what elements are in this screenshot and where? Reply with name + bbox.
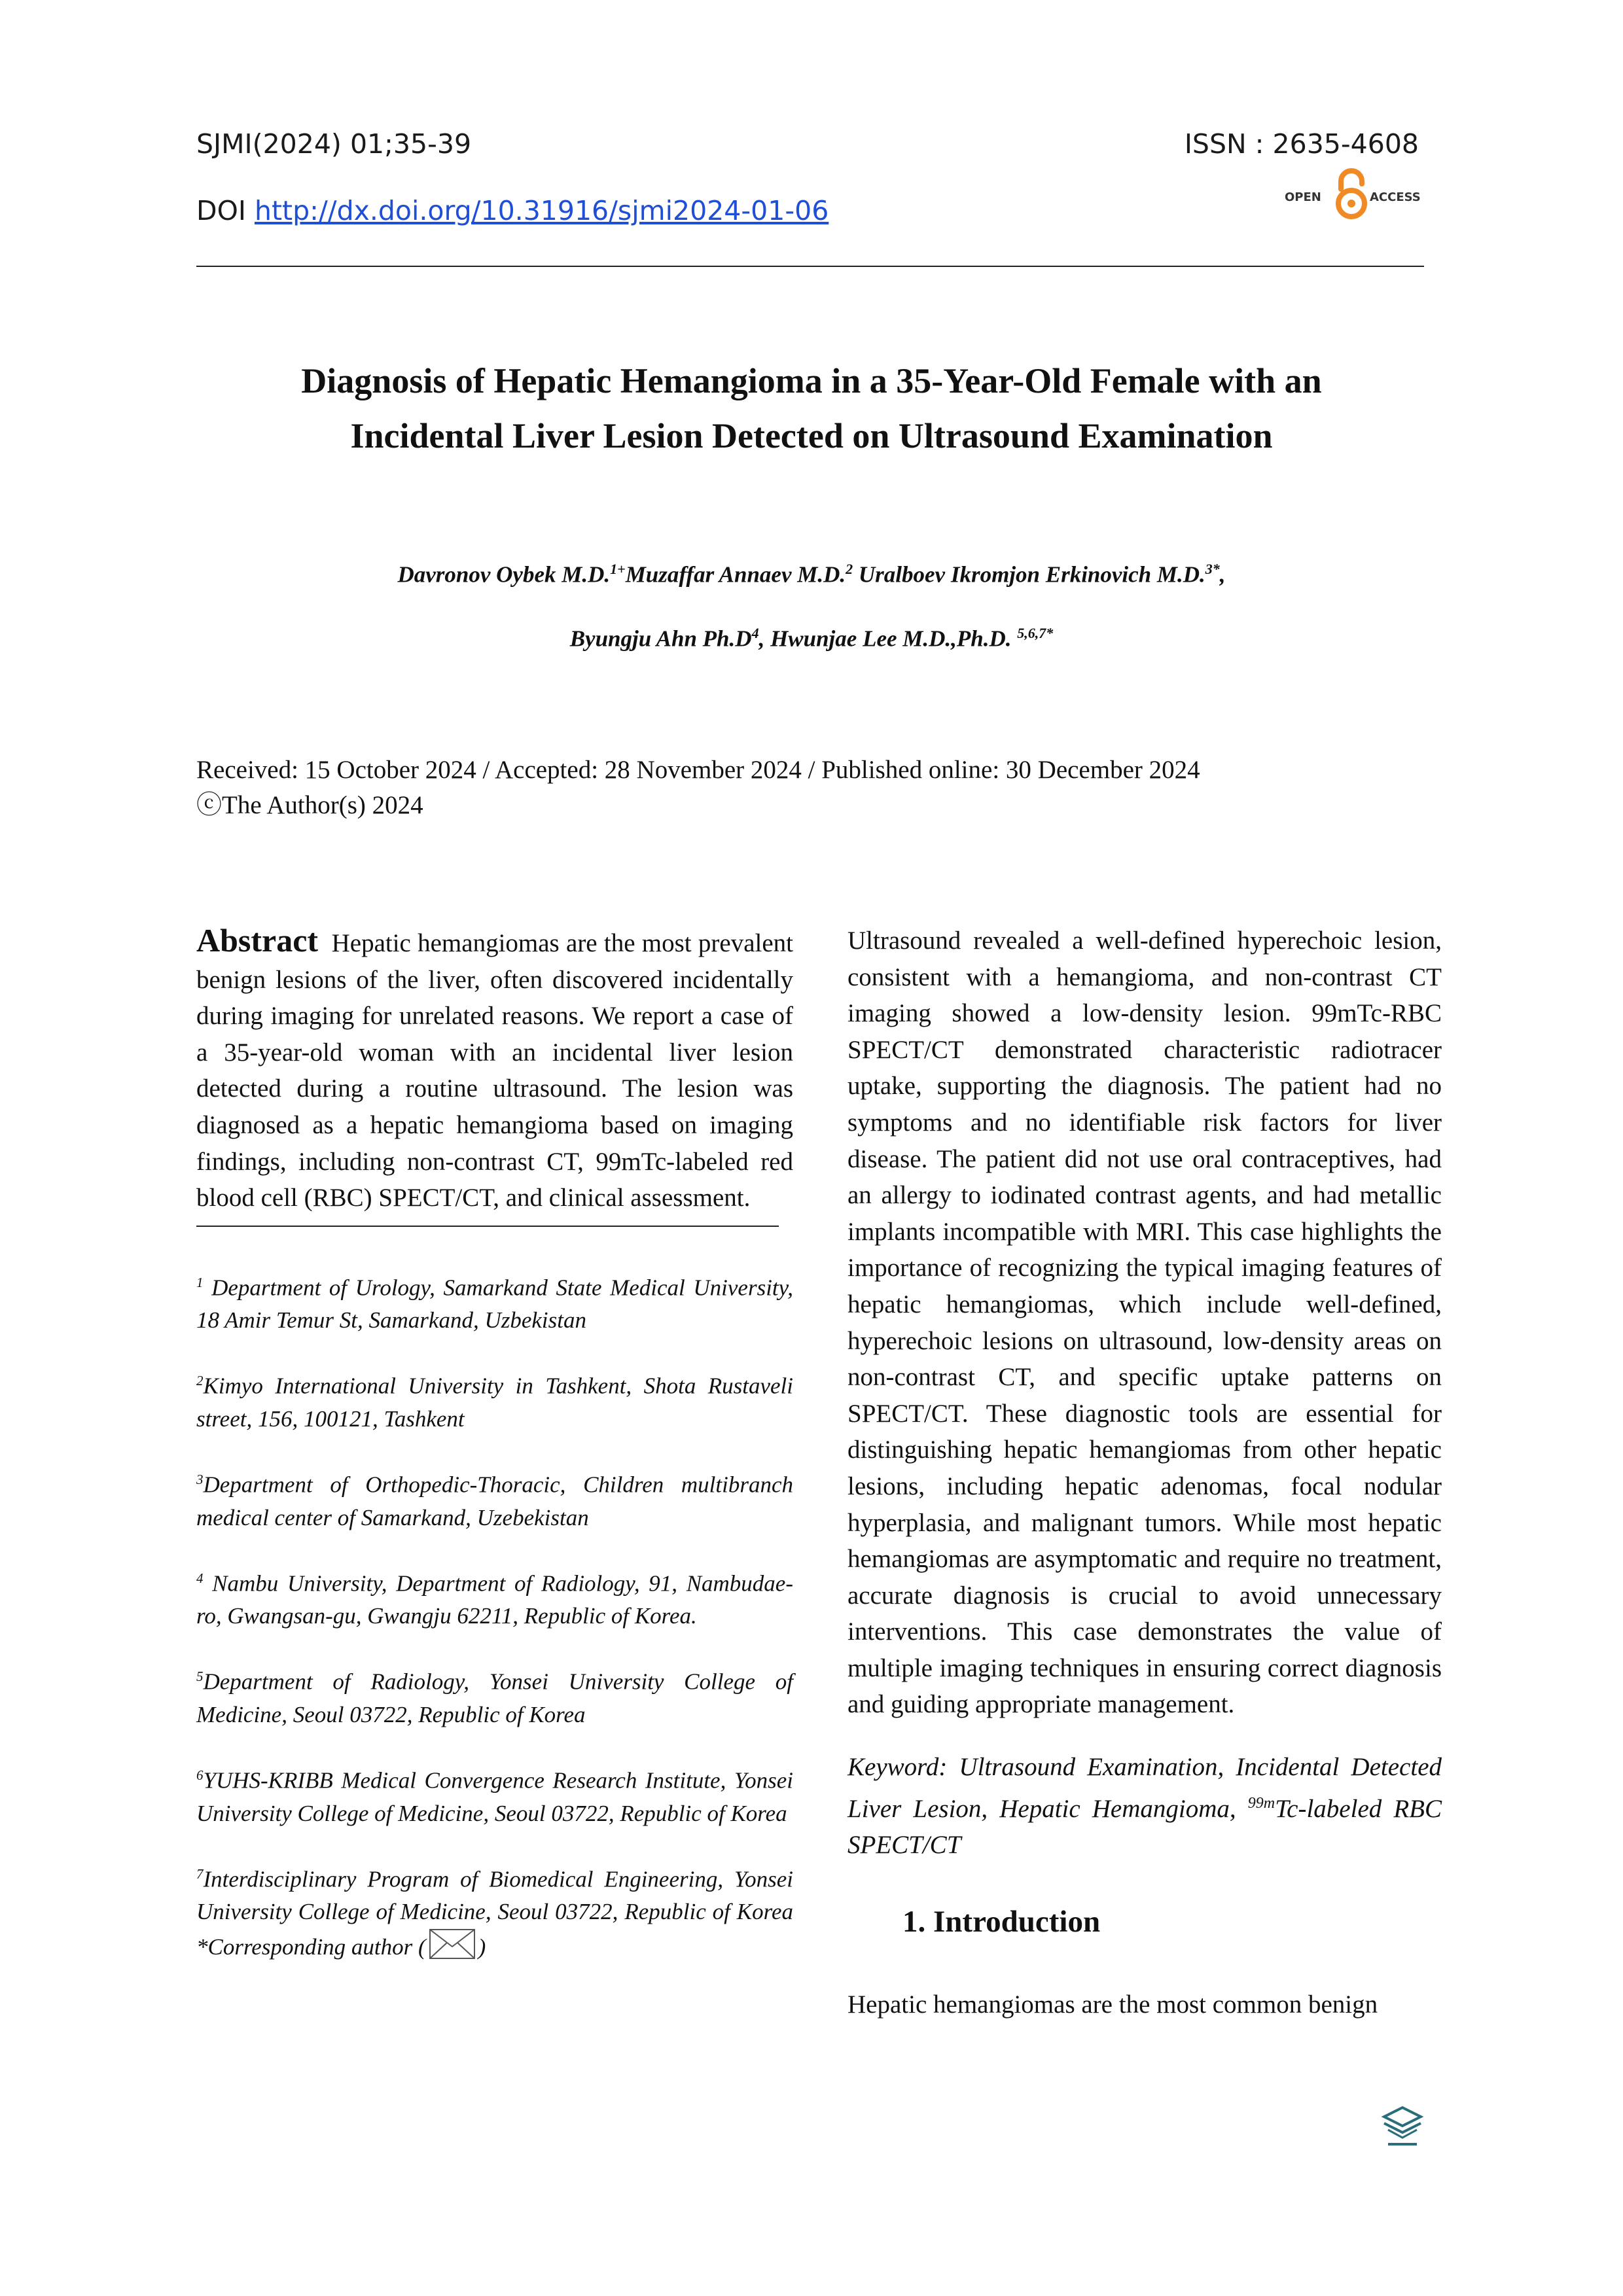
affiliation-1: $^1$ Department of Urology, Samarkand State Medical University, 18 Amir Temur St, Samarkand, Uzbekistan [196, 1274, 793, 1333]
open-access-left-text: OPEN [1285, 190, 1321, 204]
author-5: , Hwunjae Lee M.D.,Ph.D. [758, 626, 1018, 652]
affiliation-2: $^2$Kimyo International University in Tashkent, Shota Rustaveli street, 156, 100121, Tashkent [196, 1373, 793, 1432]
abstract-heading: Abstract [196, 922, 319, 959]
affiliation-7: $^7$Interdisciplinary Program of Biomedical Engineering, Yonsei University College of Medicine, Seoul 03722, Republic of Korea *Corresponding author ( ) [196, 1865, 793, 1960]
author-3: Uralboev Ikromjon Erkinovich M.D. [853, 561, 1205, 588]
header-divider [196, 266, 1424, 267]
copyright-line: ⓒThe Author(s) 2024 [196, 791, 423, 819]
left-column [196, 923, 793, 1964]
introduction-first-line: Hepatic hemangiomas are the most common benign [847, 1990, 1378, 2019]
author-1-affil: 1+ [610, 561, 626, 577]
affiliation-3: $^3$Department of Orthopedic-Thoracic, Children multibranch medical center of Samarkand, Uzebekistan [196, 1472, 793, 1530]
introduction-heading: 1. Introduction [902, 1904, 1101, 1939]
affiliation-5: $^5$Department of Radiology, Yonsei University College of Medicine, Seoul 03722, Republic of Korea [196, 1669, 793, 1728]
author-2: Muzaffar Annaev M.D. [625, 561, 846, 588]
keywords [847, 1749, 1442, 1863]
footnote-divider [196, 1226, 779, 1227]
keywords-sup: 99m [1247, 1794, 1275, 1812]
envelope-icon[interactable] [429, 1928, 476, 1960]
title-line-1: Diagnosis of Hepatic Hemangioma in a 35-Year-Old Female with an [301, 361, 1322, 400]
keywords-tail: Tc-labeled RBC SPECT/CT [847, 1794, 1442, 1860]
author-3-affil: 3* [1205, 561, 1220, 577]
open-access-lock-icon [1285, 164, 1429, 220]
author-4-affil: 4 [751, 625, 759, 641]
right-column [847, 923, 1442, 2022]
author-5-affil: 5,6,7* [1017, 625, 1054, 641]
open-access-right-text: ACCESS [1370, 190, 1421, 204]
doi-link[interactable]: http://dx.doi.org/10.31916/sjmi2024-01-06 [254, 195, 829, 226]
doi-prefix: DOI [196, 195, 255, 226]
affiliation-6: $^6$YUHS-KRIBB Medical Convergence Research Institute, Yonsei University College of Medicine, Seoul 03722, Republic of Korea [196, 1767, 793, 1826]
author-3-tail: , [1219, 561, 1226, 588]
author-line-1 [157, 561, 1466, 588]
publication-dates [196, 752, 1200, 823]
author-4: Byungju Ahn Ph.D [569, 626, 752, 652]
abstract-paragraph [196, 923, 793, 1216]
keywords-text: Keyword: Ultrasound Examination, Incidental Detected Liver Lesion, Hepatic Hemangioma, [847, 1753, 1442, 1823]
issn: ISSN : 2635-4608 [1184, 128, 1419, 160]
publisher-logo-icon [1379, 2105, 1426, 2149]
abstract-body-right: Ultrasound revealed a well-defined hyperechoic lesion, consistent with a hemangioma, and non-contrast CT imaging showed a low-density lesion. 99mTc-RBC SPECT/CT demonstrated characteristic radiotracer uptake, supporting the diagnosis. The patient had no symptoms and no identifiable risk factors for liver disease. The patient did not use oral contraceptives, had an allergy to iodinated contrast agents, and had metallic implants incompatible with MRI. This case highlights the importance of recognizing the typical imaging features of hepatic hemangiomas, which include well-defined, hyperechoic lesions on ultrasound, low-density areas on non-contrast CT, and specific uptake patterns on SPECT/CT. These diagnostic tools are essential for distinguishing hepatic hemangiomas from other hepatic lesions, including hepatic adenomas, focal nodular hyperplasia, and malignant tumors. While most hepatic hemangiomas are asymptomatic and require no treatment, accurate diagnosis is crucial to avoid unnecessary interventions. This case demonstrates the value of multiple imaging techniques in ensuring correct diagnosis and guiding appropriate management. [847, 927, 1442, 1719]
author-line-2 [157, 625, 1466, 652]
dates-line: Received: 15 October 2024 / Accepted: 28 November 2024 / Published online: 30 December 2024 [196, 756, 1200, 784]
abstract-body-left: Hepatic hemangiomas are the most prevalent benign lesions of the liver, often discovered incidentally during imaging for unrelated reasons. We report a case of a 35-year-old woman with an incidental liver lesion detected during a routine ultrasound. The lesion was diagnosed as a hepatic hemangioma based on imaging findings, including non-contrast CT, 99mTc-labeled red blood cell (RBC) SPECT/CT, and clinical assessment. [196, 929, 793, 1212]
affiliation-4: $^4$ Nambu University, Department of Radiology, 91, Nambudae-ro, Gwangsan-gu, Gwangju 62211, Republic of Korea. [196, 1570, 793, 1629]
author-1: Davronov Oybek M.D. [397, 561, 611, 588]
author-2-affil: 2 [846, 561, 853, 577]
doi-line [196, 195, 829, 226]
title-line-2: Incidental Liver Lesion Detected on Ultrasound Examination [350, 416, 1273, 455]
journal-citation: SJMI(2024) 01;35-39 [196, 128, 472, 160]
paper-title [157, 353, 1466, 463]
